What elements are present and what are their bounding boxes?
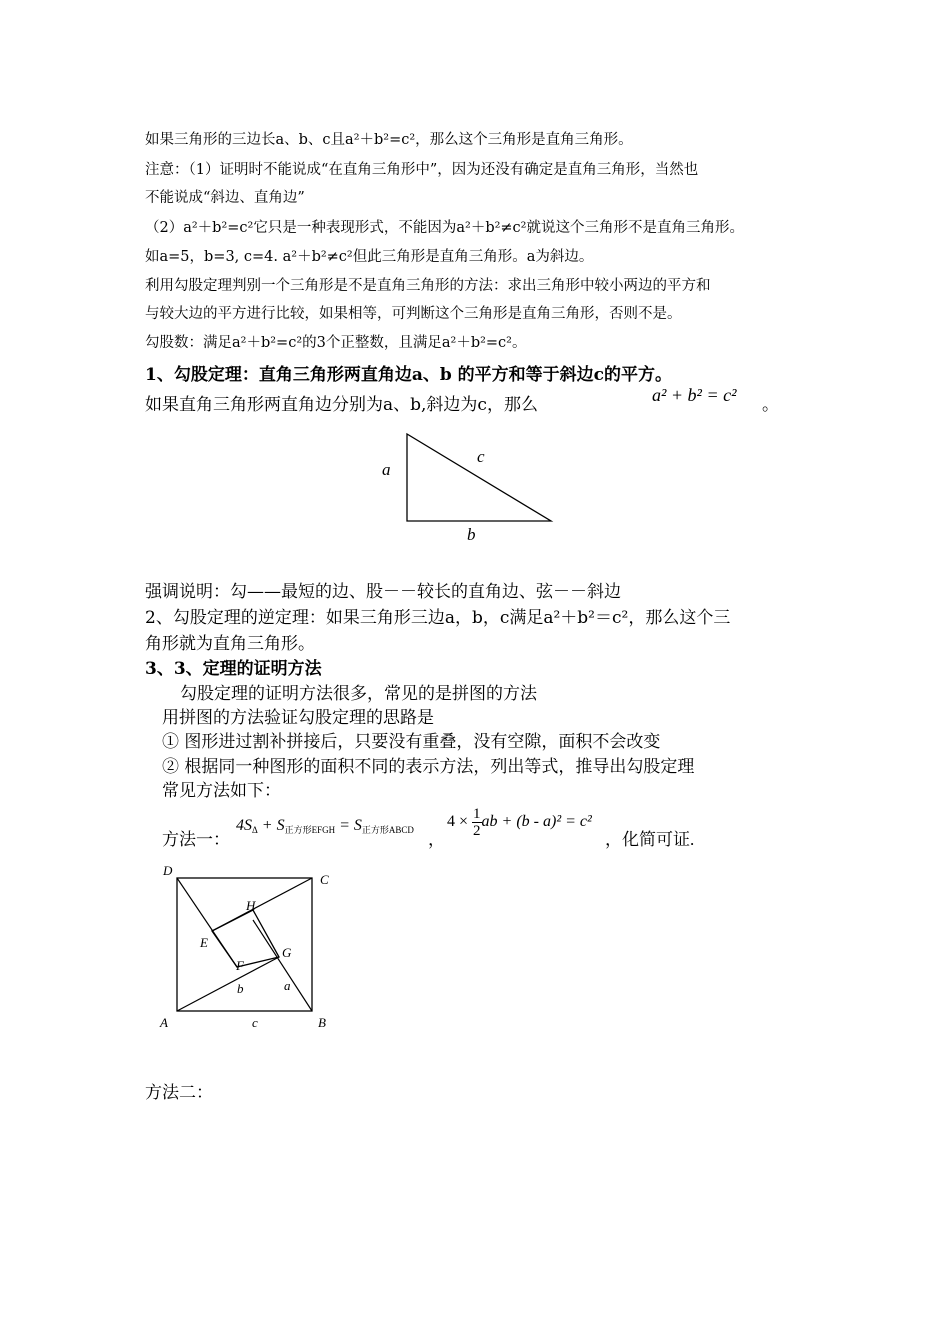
section-3-item-1: ① 图形进过割补拼接后，只要没有重叠，没有空隙，面积不会改变: [162, 732, 661, 752]
section-3-line-3: 常见方法如下：: [162, 781, 281, 801]
method-2-label: 方法二：: [145, 1083, 213, 1103]
method-line-2: 与较大边的平方进行比较，如果相等，可判断这个三角形是直角三角形，否则不是。: [145, 306, 682, 322]
formula-comma: ，: [428, 830, 445, 849]
vertex-label-a: A: [160, 1015, 168, 1030]
vertex-label-h: H: [246, 898, 256, 913]
vertex-label-d: D: [163, 863, 173, 878]
method-1-label: 方法一：: [162, 830, 230, 850]
right-triangle-figure: [370, 425, 570, 550]
section-1-body: 如果直角三角形两直角边分别为a、b,斜边为c，那么: [145, 395, 538, 415]
formula-2-suffix: ab + (b - a)² = c²: [481, 813, 592, 831]
formula-1-part-c: = S: [335, 817, 362, 834]
side-label-b: b: [237, 981, 244, 996]
note-2-line: （2）a²＋b²=c²它只是一种表现形式，不能因为a²＋b²≠c²就说这个三角形不是直角三角形。: [145, 220, 744, 236]
pythagorean-triple-line: 勾股数：满足a²＋b²=c²的3个正整数，且满足a²＋b²=c²。: [145, 335, 527, 351]
vertex-label-c: C: [320, 872, 329, 887]
vertex-label-g: G: [282, 945, 292, 960]
method-line-1: 利用勾股定理判别一个三角形是不是直角三角形的方法：求出三角形中较小两边的平方和: [145, 278, 711, 294]
fraction-numerator: 1: [473, 806, 481, 822]
triangle-label-b: b: [467, 525, 476, 544]
formula-1-sub-abcd: 正方形ABCD: [361, 825, 414, 835]
example-line: 如a=5，b=3, c=4. a²＋b²≠c²但此三角形是直角三角形。a为斜边。: [145, 249, 594, 265]
formula-1-part-b: + S: [257, 817, 285, 834]
section-2-line-1: 2、勾股定理的逆定理：如果三角形三边a，b，c满足a²＋b²＝c²，那么这个三: [145, 608, 731, 628]
pythagorean-formula: a² + b² = c²: [652, 385, 737, 405]
fraction-denominator: 2: [473, 823, 481, 839]
intro-line-1: 如果三角形的三边长a、b、c且a²＋b²=c²，那么这个三角形是直角三角形。: [145, 132, 633, 148]
triangle-label-c: c: [477, 447, 485, 466]
emphasis-line: 强调说明：勾——最短的边、股－－较长的直角边、弦－－斜边: [145, 582, 621, 602]
section-3-line-2: 用拼图的方法验证勾股定理的思路是: [162, 708, 434, 728]
side-label-a: a: [284, 978, 291, 993]
section-2-line-2: 角形就为直角三角形。: [145, 634, 315, 654]
formula-1-sub-triangle: Δ: [252, 825, 258, 835]
note-line-2: 不能说成“斜边、直角边”: [145, 190, 305, 206]
expanded-formula: [447, 806, 592, 839]
inner-square-efgh: [212, 910, 279, 967]
one-half-fraction: [472, 806, 482, 839]
square-abcd: [177, 878, 312, 1011]
area-formula: [236, 817, 414, 836]
vertex-label-e: E: [200, 935, 208, 950]
formula-1-sub-efgh: 正方形EFGH: [284, 825, 336, 835]
square-proof-figure: [155, 860, 345, 1035]
section-1-heading: 1、勾股定理：直角三角形两直角边a、b 的平方和等于斜边c的平方。: [145, 365, 672, 385]
segment-a-g: [177, 957, 279, 1011]
formula-1-part-a: 4S: [236, 817, 252, 834]
vertex-label-b: B: [318, 1015, 326, 1030]
note-line-1: 注意：（1）证明时不能说成“在直角三角形中”，因为还没有确定是直角三角形，当然也: [145, 162, 699, 178]
section-3-line-1: 勾股定理的证明方法很多，常见的是拼图的方法: [180, 684, 537, 704]
formula-2-prefix: 4 ×: [447, 813, 473, 831]
method-1-tail: ，化简可证.: [605, 830, 695, 849]
section-3-item-2: ② 根据同一种图形的面积不同的表示方法，列出等式，推导出勾股定理: [162, 757, 695, 777]
triangle-label-a: a: [382, 460, 391, 479]
vertex-label-f: F: [236, 958, 244, 973]
section-3-heading: 3、3、定理的证明方法: [145, 659, 322, 679]
formula-end-mark: 。: [762, 395, 779, 414]
side-label-c: c: [252, 1015, 258, 1030]
